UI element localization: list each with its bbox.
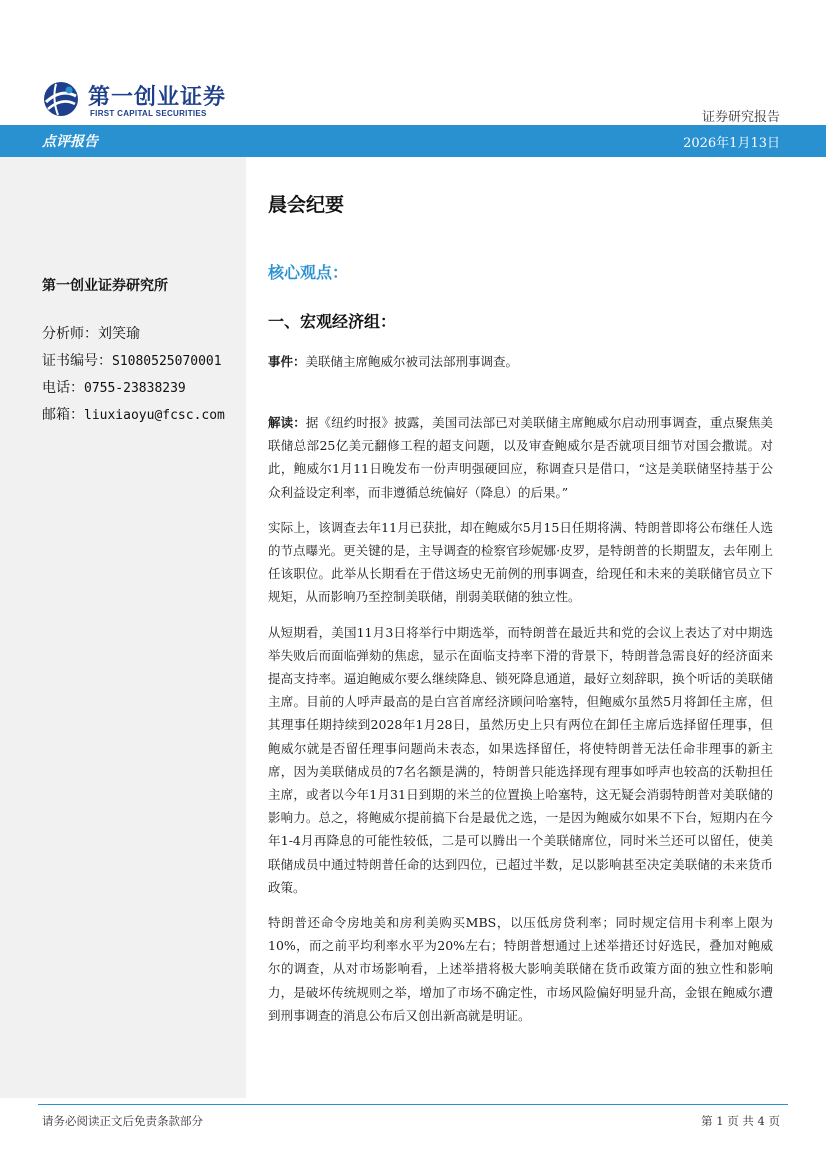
paragraph-1-text: 据《纽约时报》披露，美国司法部已对美联储主席鲍威尔启动刑事调查，重点聚焦美联储总部25亿美元翻修工程的超支问题，以及审查鲍威尔是否就项目细节对国会撒谎。对此，鲍威尔1月11日晚发布一份声明强硬回应，称调查只是借口，“这是美联储坚持基于公众利益设定利率，而非遵循总统偏好（降息）的后果。” — [268, 415, 773, 500]
email-label: 邮箱： — [42, 407, 84, 423]
sidebar — [0, 157, 246, 1098]
event-line — [268, 353, 773, 371]
report-type: 证券研究报告 — [701, 110, 780, 125]
page-number: 第 1 页 共 4 页 — [701, 1114, 780, 1128]
header-bar — [0, 125, 826, 157]
footer-disclaimer: 请务必阅读正文后免责条款部分 — [42, 1114, 203, 1128]
analyst-info — [42, 321, 225, 429]
footer-divider — [38, 1104, 788, 1105]
analysis-paragraph-4: 特朗普还命令房地美和房利美购买MBS，以压低房贷利率；同时规定信用卡利率上限为10%，而之前平均利率水平为20%左右；特朗普想通过上述举措还讨好选民，叠加对鲍威尔的调查，从对市场影响看，上述举措将极大影响美联储在货币政策方面的独立性和影响力，是破坏传统规则之举，增加了市场不确定性，市场风险偏好明显升高，金银在鲍威尔遭到刑事调查的消息公布后又创出新高就是明证。 — [268, 915, 773, 1023]
analysis-paragraph-2: 实际上，该调查去年11月已获批，却在鲍威尔5月15日任期将满、特朗普即将公布继任人选的节点曝光。更关键的是，主导调查的检察官珍妮娜·皮罗，是特朗普的长期盟友，去年刚上任该职位。此举从长期看在于借这场史无前例的刑事调查，给现任和未来的美联储官员立下规矩，从而影响乃至控制美联储，削弱美联储的独立性。 — [268, 519, 773, 605]
core-heading: 核心观点： — [268, 263, 349, 282]
license-number: S1080525070001 — [112, 354, 222, 369]
event-text: 美联储主席鲍威尔被司法部刑事调查。 — [305, 354, 519, 369]
event-label: 事件： — [268, 354, 306, 369]
main-content — [268, 190, 773, 1027]
report-category: 点评报告 — [42, 134, 98, 150]
phone-label: 电话： — [42, 380, 84, 396]
brand-name-en: FIRST CAPITAL SECURITIES — [90, 109, 207, 118]
company-logo — [42, 80, 242, 122]
analyst-name: 刘笑瑜 — [98, 326, 140, 342]
institute-name: 第一创业证券研究所 — [42, 278, 168, 294]
analyst-row — [42, 321, 225, 348]
analyst-label: 分析师： — [42, 326, 98, 342]
section-heading: 一、宏观经济组： — [268, 312, 397, 331]
brand-name-cn: 第一创业证券 — [88, 85, 227, 110]
page-title: 晨会纪要 — [268, 194, 345, 216]
license-row — [42, 348, 225, 375]
analysis-label: 解读： — [268, 415, 306, 430]
license-label: 证书编号： — [42, 353, 112, 369]
globe-logo-icon — [42, 80, 80, 118]
phone-number: 0755-23838239 — [84, 381, 186, 396]
phone-row — [42, 375, 225, 402]
analysis-paragraph-1 — [268, 411, 773, 504]
analysis-paragraph-3: 从短期看，美国11月3日将举行中期选举，而特朗普在最近共和党的会议上表达了对中期选举失败后而面临弹劾的焦虑，显示在面临支持率下滑的背景下，特朗普急需良好的经济面来提高支持率。逼迫鲍威尔要么继续降息、锁死降息通道，最好立刻辞职，换个听话的美联储主席。目前的人呼声最高的是白宫首席经济顾问哈塞特，但鲍威尔虽然5月将卸任主席，但其理事任期持续到2028年1月28日，虽然历史上只有两位在卸任主席后选择留任理事，但鲍威尔就是否留任理事问题尚未表态，如果选择留任，将使特朗普无法任命非理事的新主席，因为美联储成员的7名名额是满的，特朗普只能选择现有理事如呼声也较高的沃勒担任主席，或者以今年1月31日到期的米兰的位置换上哈塞特，这无疑会消弱特朗普对美联储的影响力。总之，将鲍威尔提前搞下台是最优之选，一是因为鲍威尔如果不下台，短期内在今年1-4月再降息的可能性较低，二是可以腾出一个美联储席位，同时米兰还可以留任，使美联储成员中通过特朗普任命的达到四位，已超过半数，足以影响甚至决定美联储的未来货币政策。 — [268, 624, 773, 895]
report-date: 2026年1月13日 — [683, 136, 780, 151]
email-row — [42, 402, 225, 429]
email-address[interactable]: liuxiaoyu@fcsc.com — [84, 408, 225, 423]
